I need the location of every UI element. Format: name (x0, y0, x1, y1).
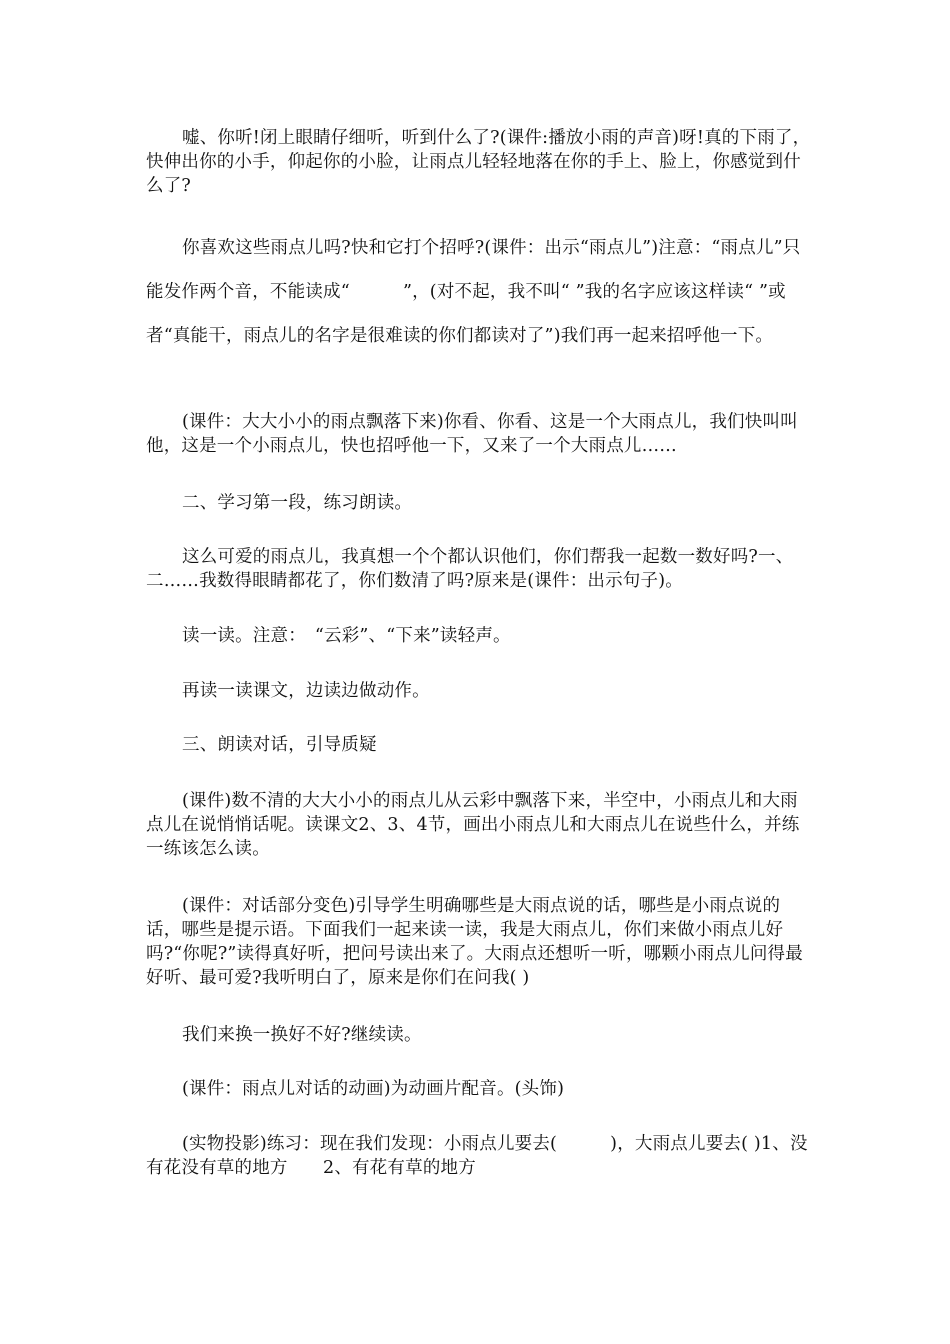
paragraph-listen-rain: 嘘、你听!闭上眼睛仔细听，听到什么了?(课件:播放小雨的声音)呀!真的下雨了，快伸出你的小手，仰起你的小脸，让雨点儿轻轻地落在你的手上、脸上，你感觉到什么了? (146, 128, 811, 196)
paragraph-count-raindrops: 这么可爱的雨点儿，我真想一个个都认识他们，你们帮我一起数一数好吗?一、二……我数得眼睛都花了，你们数清了吗?原来是(课件：出示句子)。 (146, 547, 794, 591)
section-heading-two: 二、学习第一段，练习朗读。 (182, 493, 413, 513)
paragraph-animation-dubbing: (课件：雨点儿对话的动画)为动画片配音。(头饰) (182, 1079, 565, 1099)
paragraph-greet-raindrops: 你喜欢这些雨点儿吗?快和它打个招呼?(课件：出示“雨点儿”)注意：“雨点儿”只能发作两个音，不能读成“ ”，(对不起，我不叫“ ”我的名字应该这样读“ ”或者“真能干，雨点儿的名字是很难读的你们都读对了”)我们再一起来招呼他一下。 (146, 238, 801, 346)
paragraph-dialogue-colors: (课件：对话部分变色)引导学生明确哪些是大雨点说的话，哪些是小雨点说的话，哪些是提示语。下面我们一起来读一读，我是大雨点儿，你们来做小雨点儿好吗?“你呢?”读得真好听，把问号读出来了。大雨点还想听一听，哪颗小雨点儿问得最好听、最可爱?我听明白了，原来是你们在问我( ) (146, 896, 803, 988)
paragraph-practice: (实物投影)练习：现在我们发现：小雨点儿要去( )，大雨点儿要去( )1、没有花没有草的地方 2、有花有草的地方 (146, 1134, 808, 1178)
section-heading-three: 三、朗读对话，引导质疑 (182, 735, 377, 755)
paragraph-big-small-raindrops: (课件：大大小小的雨点飘落下来)你看、你看、这是一个大雨点儿，我们快叫叫他，这是一个小雨点儿，快也招呼他一下，又来了一个大雨点儿…… (146, 412, 798, 456)
paragraph-switch-roles: 我们来换一换好不好?继续读。 (182, 1025, 422, 1045)
paragraph-read-softly: 读一读。注意： “云彩”、“下来”读轻声。 (182, 626, 511, 646)
paragraph-whisper-dialogue: (课件)数不清的大大小小的雨点儿从云彩中飘落下来，半空中，小雨点儿和大雨点儿在说悄悄话呢。读课文2、3、4节，画出小雨点儿和大雨点儿在说些什么，并练一练该怎么读。 (146, 791, 800, 859)
paragraph-read-with-actions: 再读一读课文，边读边做动作。 (182, 681, 430, 701)
